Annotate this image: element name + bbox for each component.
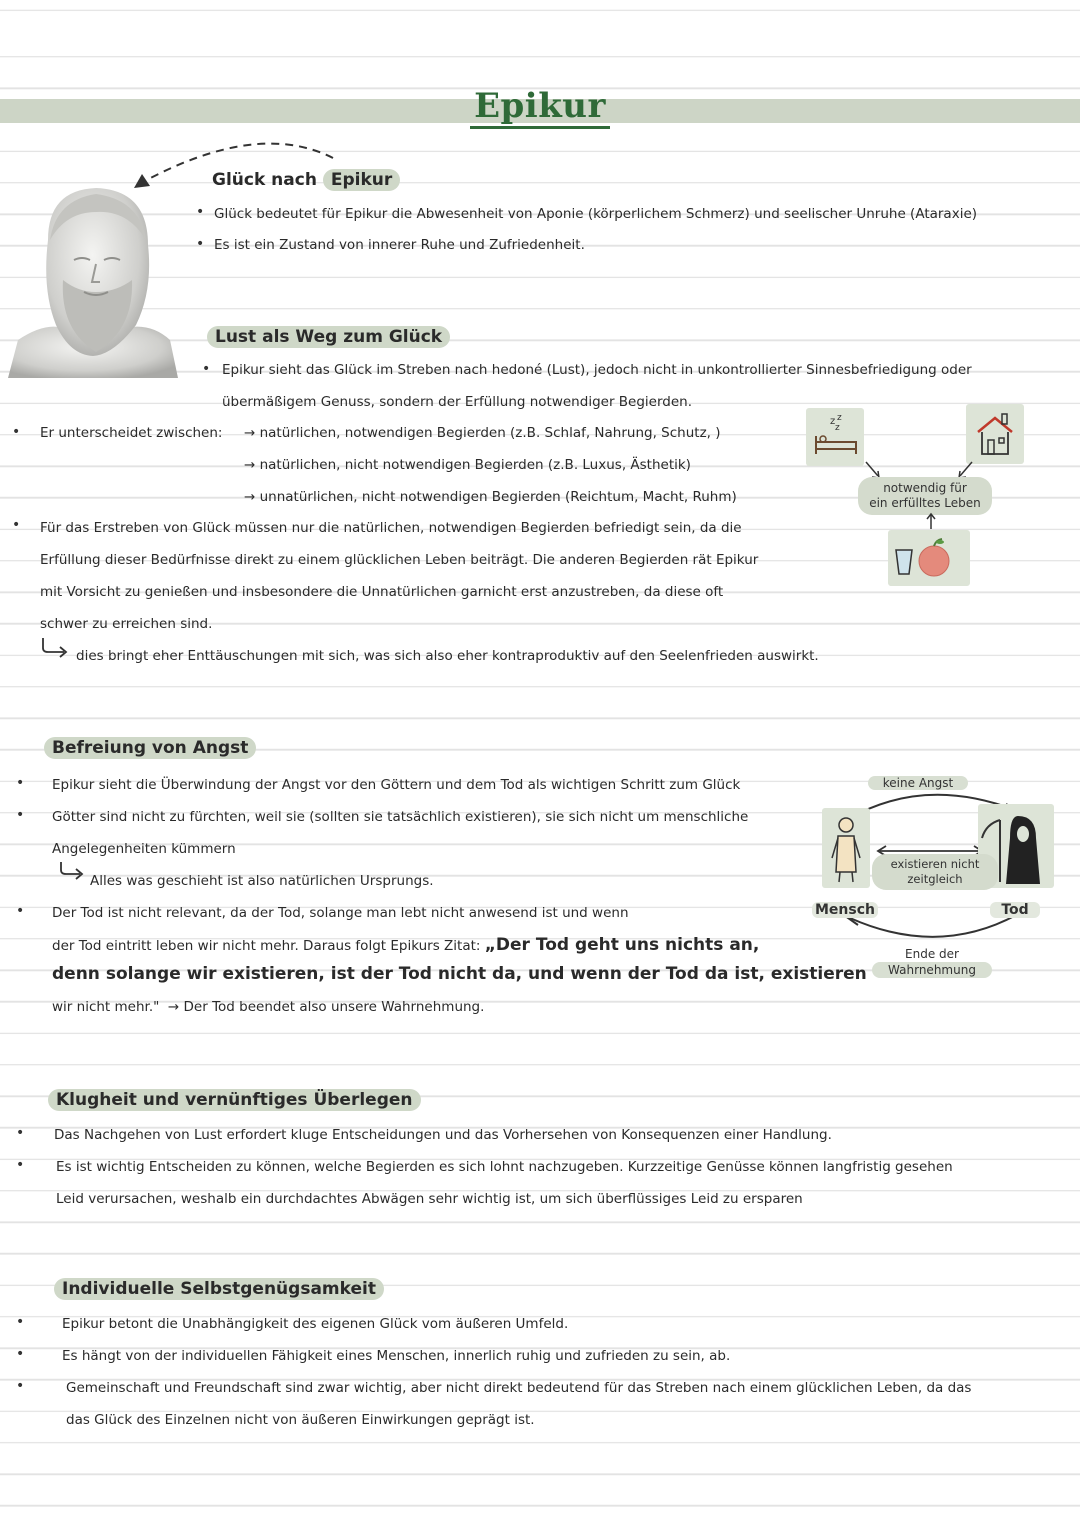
bullet: • [16, 807, 25, 823]
svg-text:z: z [837, 413, 842, 423]
section-heading-glueck: Glück nach Epikur [212, 170, 400, 190]
section-heading-angst: Befreiung von Angst [44, 738, 256, 758]
epicurus-bust-image [8, 180, 178, 380]
bullet: • [16, 1346, 25, 1362]
text-line: Alles was geschieht ist also natürlichen Ursprungs. [90, 873, 434, 889]
bullet: • [196, 204, 205, 220]
text-line: denn solange wir existieren, ist der Tod nicht da, und wenn der Tod da ist, existieren [52, 964, 867, 984]
necessity-pill: notwendig für ein erfülltes Leben [858, 477, 992, 515]
up-arrow-icon [925, 512, 937, 530]
text-line: Es ist wichtig Entscheiden zu können, welche Begierden es sich lohnt nachzugeben. Kurzzeitige Genüsse können langfristig gesehen [56, 1159, 953, 1175]
text-line: Leid verursachen, weshalb ein durchdachtes Abwägen sehr wichtig ist, um sich überflüssiges Leid zu ersparen [56, 1191, 803, 1207]
section-heading-lust: Lust als Weg zum Glück [207, 327, 450, 347]
food-icon-box [888, 530, 970, 586]
water-apple-icon [888, 530, 970, 586]
text-line: schwer zu erreichen sind. [40, 616, 213, 632]
svg-text:z: z [830, 416, 836, 427]
text-line: Das Nachgehen von Lust erfordert kluge Entscheidungen und das Vorhersehen von Konsequenzen einer Handlung. [54, 1127, 832, 1143]
bullet: • [16, 1157, 25, 1173]
bullet: • [12, 517, 21, 533]
bullet: • [16, 903, 25, 919]
text-line: mit Vorsicht zu genießen und insbesondere die Unnatürlichen garnicht erst anzustreben, da diese oft [40, 584, 724, 600]
keine-angst-label: keine Angst [868, 776, 968, 790]
bullet: • [196, 236, 205, 252]
text-line: der Tod eintritt leben wir nicht mehr. Daraus folgt Epikurs Zitat: „Der Tod geht uns nichts an, [52, 935, 760, 955]
text-line: Es hängt von der individuellen Fähigkeit eines Menschen, innerlich ruhig und zufrieden zu sein, ab. [62, 1348, 731, 1364]
bed-sleep-icon [806, 408, 864, 466]
svg-text:z: z [835, 423, 840, 433]
text-line: → unnatürlichen, nicht notwendigen Begierden (Reichtum, Macht, Ruhm) [244, 489, 737, 505]
text-line: Erfüllung dieser Bedürfnisse direkt zu einem glücklichen Leben beiträgt. Die anderen Begierden rät Epikur [40, 552, 759, 568]
text-line: Götter sind nicht zu fürchten, weil sie (sollten sie tatsächlich existieren), sie sich nicht um menschliche [52, 809, 749, 825]
text-line: Epikur betont die Unabhängigkeit des eigenen Glück vom äußeren Umfeld. [62, 1316, 569, 1332]
section-heading-klugheit: Klugheit und vernünftiges Überlegen [48, 1090, 421, 1110]
text-line: das Glück des Einzelnen nicht von äußeren Einwirkungen geprägt ist. [66, 1412, 535, 1428]
text-line: übermäßigem Genuss, sondern der Erfüllung notwendiger Begierden. [222, 394, 693, 410]
text-line: Es ist ein Zustand von innerer Ruhe und Zufriedenheit. [214, 237, 585, 253]
text-line: Angelegenheiten kümmern [52, 841, 236, 857]
human-icon-box [822, 808, 870, 888]
human-figure-icon [822, 808, 870, 888]
not-simultaneous-pill: existieren nicht zeitgleich [872, 854, 998, 890]
text-line: Er unterscheidet zwischen: [40, 425, 223, 441]
bullet: • [16, 775, 25, 791]
text-line: Glück bedeutet für Epikur die Abwesenheit von Aponie (körperlichem Schmerz) und seelischer Unruhe (Ataraxie) [214, 206, 978, 222]
hook-arrow-icon [58, 860, 88, 882]
page-title: Epikur [0, 86, 1080, 126]
text-line: Gemeinschaft und Freundschaft sind zwar wichtig, aber nicht direkt bedeutend für das Streben nach einem glücklichen Leben, da das [66, 1380, 972, 1396]
bullet: • [12, 424, 21, 440]
text-line: wir nicht mehr." → Der Tod beendet also unsere Wahrnehmung. [52, 999, 485, 1015]
house-icon [966, 404, 1024, 464]
text-line: → natürlichen, nicht notwendigen Begierden (z.B. Luxus, Ästhetik) [244, 457, 691, 473]
bullet: • [202, 361, 211, 377]
mensch-label: Mensch [812, 902, 878, 918]
text-line: Für das Erstreben von Glück müssen nur die natürlichen, notwendigen Begierden befriedigt sein, da die [40, 520, 742, 536]
bullet: • [16, 1314, 25, 1330]
tod-label: Tod [990, 902, 1040, 918]
ende-wahrnehmung-label: Ende der Wahrnehmung [872, 946, 992, 978]
text-line: Epikur sieht das Glück im Streben nach hedoné (Lust), jedoch nicht in unkontrollierter Sinnesbefriedigung oder [222, 362, 972, 378]
section-heading-selbstgenuegsamkeit: Individuelle Selbstgenügsamkeit [54, 1279, 384, 1299]
text-line: Der Tod ist nicht relevant, da der Tod, solange man lebt nicht anwesend ist und wenn [52, 905, 629, 921]
text-line: → natürlichen, notwendigen Begierden (z.B. Schlaf, Nahrung, Schutz, ) [244, 425, 721, 441]
hook-arrow-icon [40, 636, 70, 658]
house-icon-box [966, 404, 1024, 464]
text-line: dies bringt eher Enttäuschungen mit sich, was sich also eher kontraproduktiv auf den Seelenfrieden auswirkt. [76, 648, 819, 664]
sleep-icon-box [806, 408, 864, 466]
text-line: Epikur sieht die Überwindung der Angst vor den Göttern und dem Tod als wichtigen Schritt zum Glück [52, 777, 741, 793]
bullet: • [16, 1125, 25, 1141]
bullet: • [16, 1378, 25, 1394]
